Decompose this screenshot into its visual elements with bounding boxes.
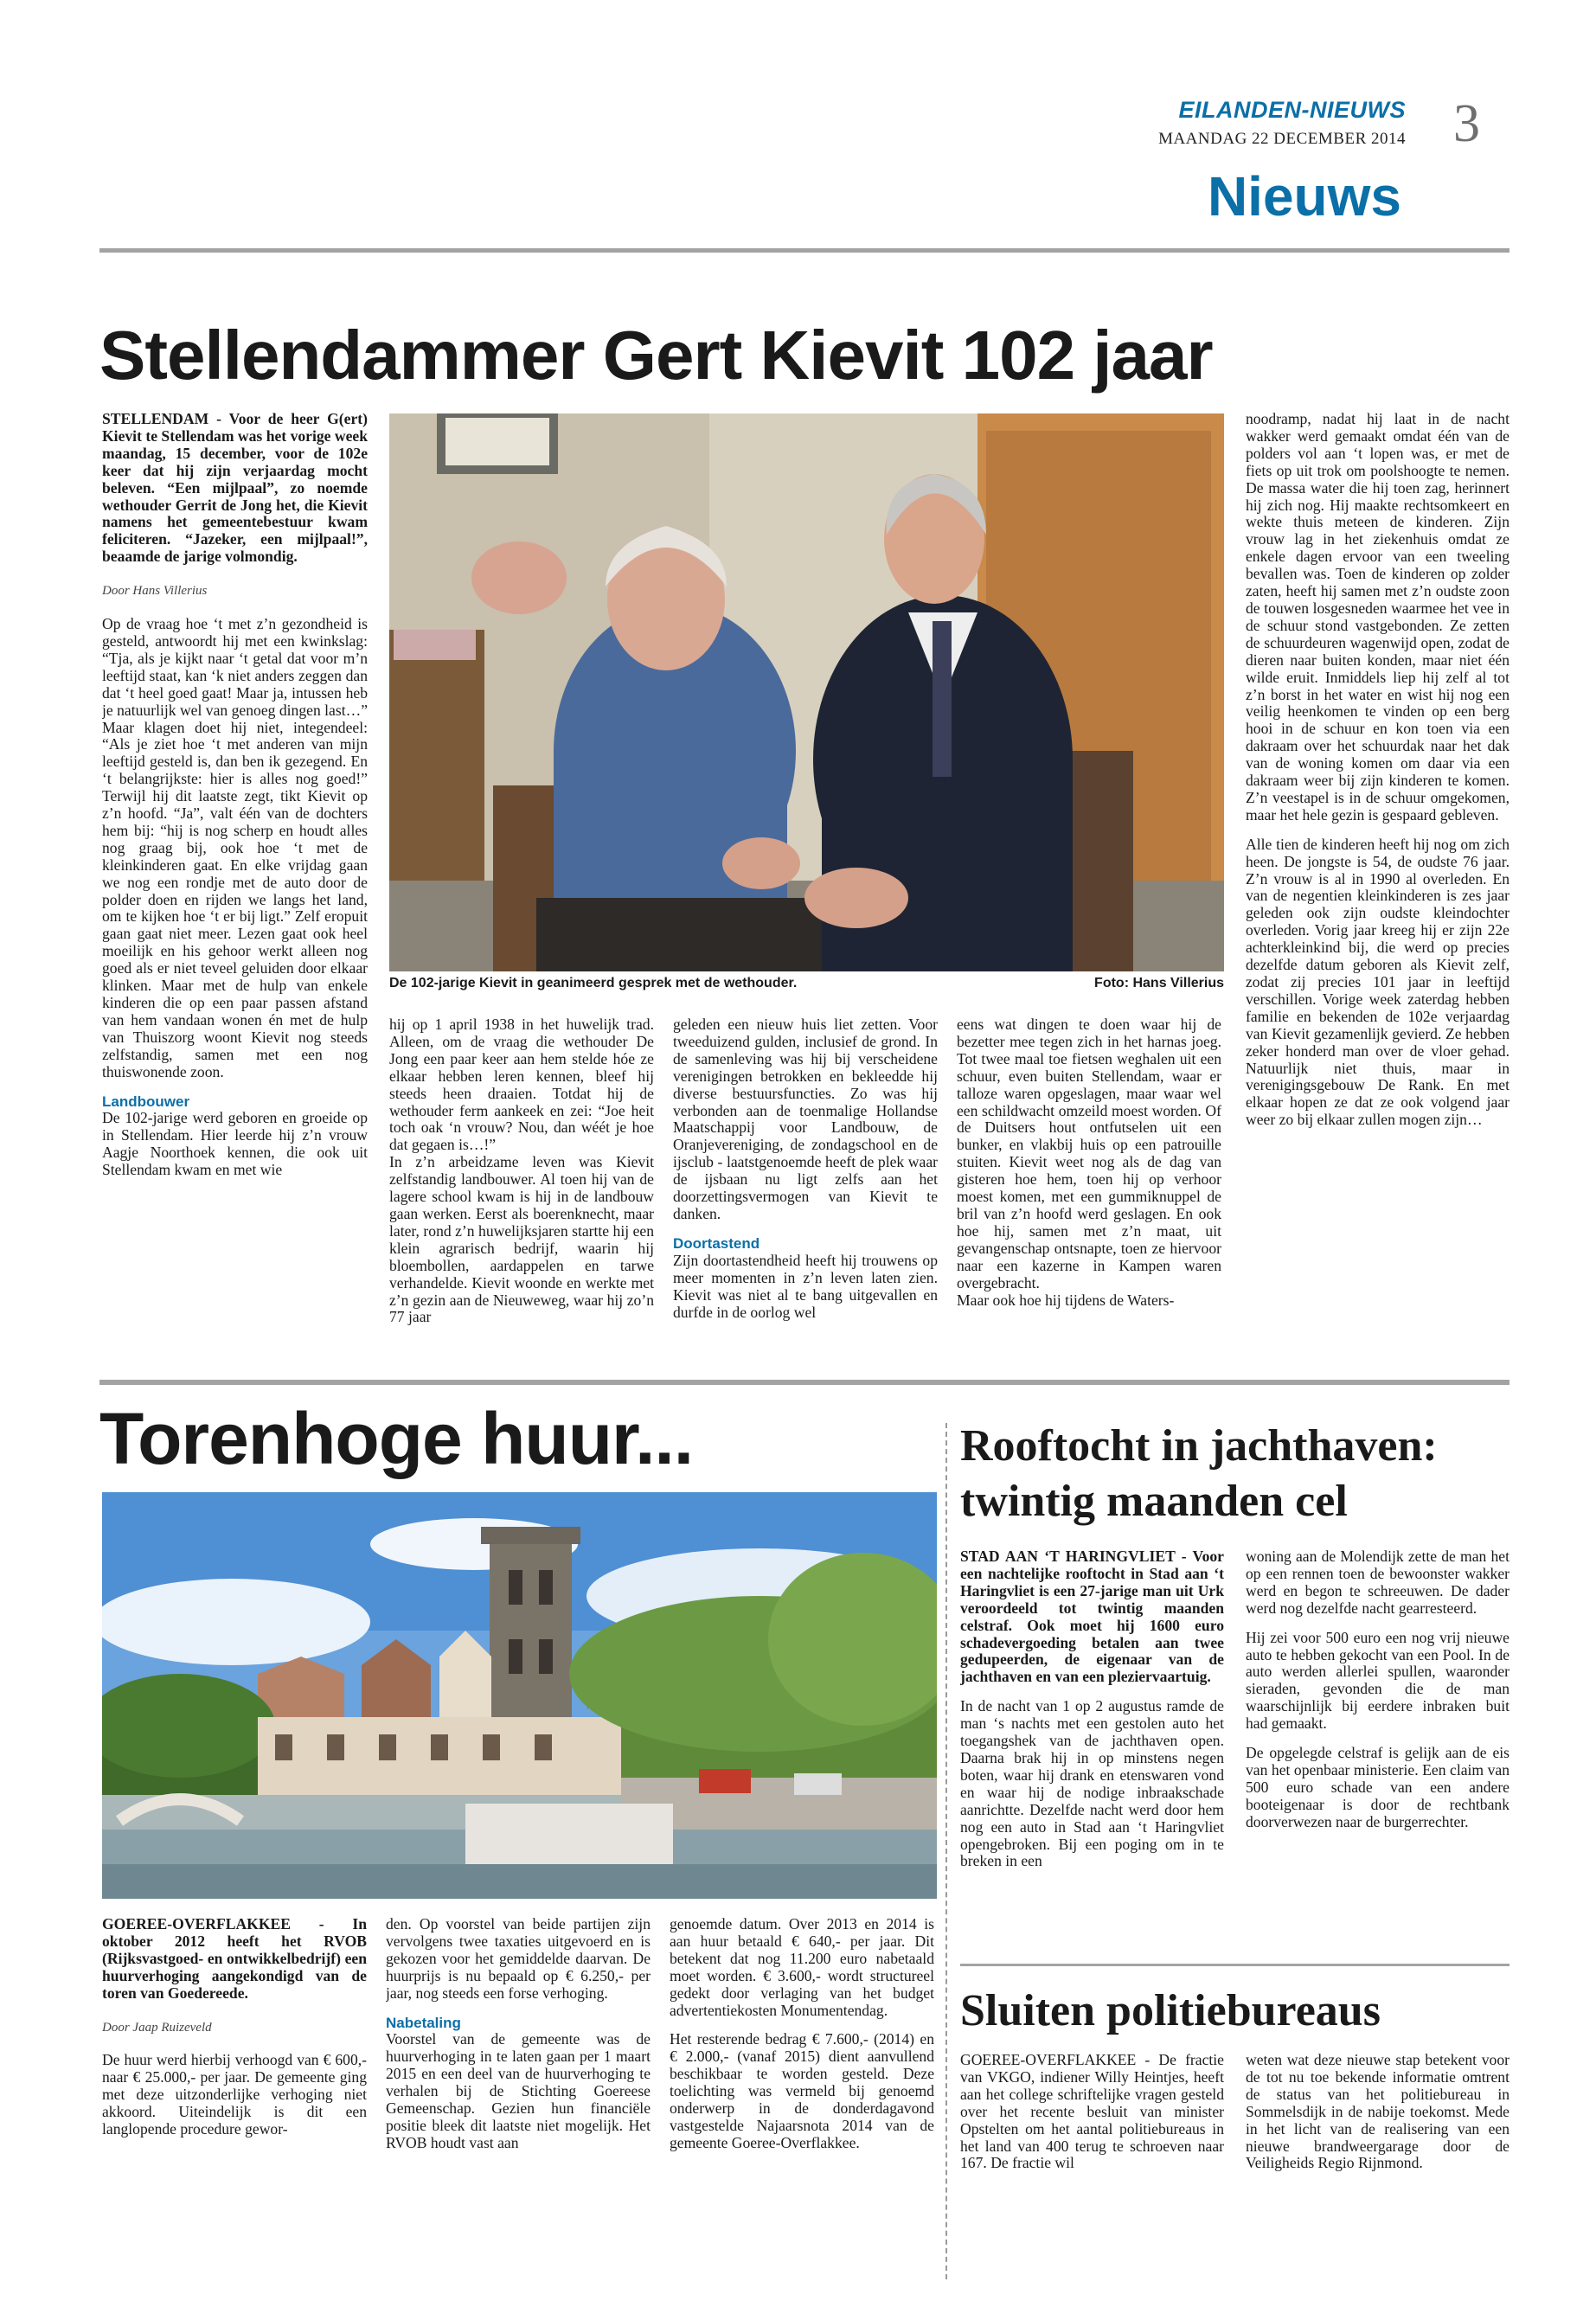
article1-body: De 102-jarige werd geboren en groeide op in Stellendam. Hier leerde hij z’n vrouw Aagje Noorthoek kennen, die ook uit Stellendam kwam en met wie (102, 1109, 368, 1179)
article2-body: De huur werd hierbij verhoogd van € 600,- naar € 25.000,- per jaar. De gemeente ging met deze uitzonderlijke verhoging niet akkoord. Uiteindelijk is dit een langlopende procedure gewor- (102, 2051, 367, 2138)
article4-headline: Sluiten politiebureaus (960, 1986, 1381, 2035)
article1-column-1 (102, 411, 368, 1371)
article1-photo (389, 413, 1224, 971)
article3-body: woning aan de Molendijk zette de man het op een rennen toen de bewoonster wakker werd en begon te schreeuwen. De dader werd nog dezelfde nacht gearresteerd. (1246, 1548, 1509, 1617)
article1-body: noodramp, nadat hij laat in de nacht wakker werd gemaakt omdat één van de polders vol aan ‘t lopen was, er met de fiets op uit trok om poolshoogte te nemen. De massa water die hij toen zag, herinnert hij zich nog. Hij maakte rechtsomkeert en wekte thuis meteen de kinderen. Zijn vrouw lag in het ziekenhuis omdat ze enkele dagen ervoor van een tweeling bevallen was. Toen de kinderen op zolder zaten, heeft hij samen met z’n oudste zoon de touwen losgesneden waarmee het vee in de schuur stond vastgebonden. Ze zetten de schuurdeuren wagenwijd open, zodat de dieren naar buiten konden, maar niet één wilde eruit. Inmiddels liep hij zelf al tot z’n borst in het water en wist hij nog een veilig heenkomen te vinden op een berg hooi in de schuur en kon toen via een dakraam over het schuurdak naar het dak van de woning komen om daar via een dakraam weer bij zijn kinderen te komen. Z’n veestapel is in de schuur omgekomen, maar het hele gezin is gespaard gebleven. (1246, 411, 1509, 824)
article1-column-5 (1246, 411, 1509, 1371)
article3-body: De opgelegde celstraf is gelijk aan de eis van het openbaar ministerie. Een claim van 500 euro schade van een andere booteigenaar is door de rechtbank doorverwezen naar de burgerrechter. (1246, 1744, 1509, 1830)
article1-subhead-doortastend: Doortastend (673, 1234, 760, 1252)
article1-body: Zijn doortastendheid heeft hij trouwens op meer momenten in z’n leven laten zien. Kievit was niet al te bang uitgevallen en durfde in de oorlog wel (673, 1251, 938, 1321)
article4-body: GOEREE-OVERFLAKKEE - De fractie van VKGO, indiener Willy Heintjes, heeft aan het college schriftelijke vragen gesteld over het recente besluit van minister Opstelten om het aantal politiebureaus in het land van 400 terug te schroeven naar 167. De fractie wil (960, 2052, 1224, 2172)
article3-column-2 (1246, 1548, 1509, 1955)
article1-body: Alle tien de kinderen heeft hij nog om zich heen. De jongste is 54, de oudste 76 jaar. Z’n vrouw is al in 1990 al overleden. En van de negentien kleinkinderen is zes jaar geleden ook zijn oudste kleindochter overleden. Vorig jaar kreeg hij er zijn 22e achterkleinkind bij, die werd op precies dezelfde datum geboren als Kievit zelf, zodat zij precies 101 jaar in leeftijd verschillen. Vorige week zaterdag hebben familie en bekenden de 102e verjaardag van Kievit gezamenlijk gevierd. Ze hebben zeker honderd man over de vloer gehad. Natuurlijk niet thuis, maar in verenigingsgebouw De Rank. En met elkaar hopen ze dat ze ook volgend jaar weer zo bij elkaar zullen mogen zijn… (1246, 835, 1509, 1129)
article1-photo-caption: De 102-jarige Kievit in geanimeerd gesprek met de wethouder. (389, 976, 798, 990)
article2-photo-goedereede-tower (102, 1492, 937, 1899)
article1-byline: Door Hans Villerius (102, 584, 208, 599)
article4-column-1 (960, 2052, 1224, 2277)
article1-body: Op de vraag hoe ‘t met z’n gezondheid is gesteld, antwoordt hij met een kwinkslag: “Tja, als je kijkt naar ‘t getal dat voor m’n leeftijd staat, kan ‘k niet anders zeggen dan dat ‘t heel goed gaat! Maar ja, intussen heb je natuurlijk wel van genoeg dingen last…” Maar klagen doet hij niet, integendeel: “Als je ziet hoe ‘t met anderen van mijn leeftijd gesteld is, dan ben ik gezegend. En ‘t belangrijkste: hier is alles nog goed!” Terwijl hij dit laatste zegt, tikt Kievit op z’n hoofd. “Ja”, valt één van de dochters hem bij: “hij is nog scherp en houdt alles nog graag bij, ook hoe ‘t met de kleinkinderen gaat. En elke vrijdag gaan we nog een rondje met de auto door de polder doen en rijden we langs het land, om te kijken hoe ‘t er bij ligt.” Zelf eropuit gaan gaat niet meer. Lezen gaat ook heel moeilijk en his gehoor werkt alleen nog goed als er niet teveel geluiden door elkaar klinken. Maar met de hulp van enkele kinderen die op een paar passen afstand van hem vandaan wonen én met de hulp van Thuiszorg woont Kievit nog steeds zelfstandig, samen met een nog thuiswonende zoon. (102, 615, 368, 1080)
article2-headline: Torenhoge huur... (99, 1398, 694, 1479)
mid-rule (99, 1380, 1509, 1385)
article2-body: den. Op voorstel van beide partijen zijn vervolgens twee taxaties uitgevoerd en is gekozen voor het gemiddelde daarvan. De huurprijs is nu bepaald op € 6.250,- per jaar, nog steeds een forse verhoging. (386, 1916, 651, 2002)
article2-body: Voorstel van de gemeente was de huurverhoging in te laten gaan per 1 maart 2015 en een deel van de huurverhoging te verhalen bij de Stichting Goereese Gemeenschap. Gezien hun financiële positie bleek dit laatste niet mogelijk. Het RVOB houdt vast aan (386, 2030, 651, 2151)
article1-body: eens wat dingen te doen waar hij de bezetter mee tegen zich in het harnas joeg. Tot twee maal toe fietsen weghalen uit een schuur, even buiten Stellendam, waar er talloze waren opgeslagen, maar waar wel een schildwacht omzeild moest worden. Of de Duitsers hout ontfutselen uit een bunker, en vlakbij huis op een patrouille stuiten. Kievit weet nog als de dag van gisteren hoe hem, toen hij op verhoor moest komen, met een gummiknuppel de bril van z’n hoofd werd geslagen. En ook hoe hij, samen met z’n maat, uit gevangenschap ontsnapte, toen ze hiervoor naar een kazerne in Kampen waren overgebracht. (957, 1016, 1221, 1292)
article4-body: weten wat deze nieuwe stap betekent voor de tot nu toe bekende informatie omtrent de status van het politiebureau in Sommelsdijk in de nabije toekomst. Mede in het licht van de realisering van een nieuwe brandweergarage door de Veiligheids Regio Rijnmond. (1246, 2052, 1509, 2172)
masthead-logo: EILANDEN-NIEUWS (1178, 97, 1406, 123)
section-title: Nieuws (1207, 165, 1401, 228)
article2-lead: GOEREE-OVERFLAKKEE - In oktober 2012 heeft het RVOB (Rijksvastgoed- en ontwikkelbedrijf) een huurverhoging aangekondigd van de toren van Goedereede. (102, 1916, 367, 2002)
article4-rule (960, 1964, 1509, 1966)
article3-lead: STAD AAN ‘T HARINGVLIET - Voor een nachtelijke rooftocht in Stad aan ‘t Haringvliet is een 27-jarige man uit Urk veroordeeld tot twintig maanden celstraf. Ook moet hij 1600 euro schadevergoeding betalen aan twee gedupeerden, de eigenaar van de jachthaven en van een pleziervaartuig. (960, 1548, 1224, 1686)
article3-column-1 (960, 1548, 1224, 1955)
article3-body: In de nacht van 1 op 2 augustus ramde de man ‘s nachts met een gestolen auto het toegangshek van de jachthaven open. Daarna brak hij in op minstens negen boten, waar hij drank en etenswaren vond en waar hij de nodige inbraakschade aanrichtte. Dezelfde nacht werd door hem nog een auto in Stad aan ‘t Haringvliet opengebroken. Bij een poging om in te breken in een (960, 1697, 1224, 1870)
article1-column-4 (957, 1016, 1221, 1371)
article4-column-2 (1246, 2052, 1509, 2277)
column-divider (945, 1423, 947, 2279)
article3-headline: Rooftocht in jachthaven: twintig maanden cel (960, 1421, 1438, 1526)
article2-column-1 (102, 1916, 367, 2279)
header-rule (99, 248, 1509, 253)
article1-headline: Stellendammer Gert Kievit 102 jaar (99, 317, 1213, 394)
article2-body: Het resterende bedrag € 7.600,- (2014) en € 2.000,- (vanaf 2015) dient aanvullend beschikbaar te worden gesteld. Deze toelichting was vermeld bij genoemd onderwerp in de donderdagavond vastgestelde Najaarsnota 2014 van de gemeente Goeree-Overflakkee. (670, 2030, 934, 2151)
article1-lead: STELLENDAM - Voor de heer G(ert) Kievit te Stellendam was het vorige week maandag, 15 december, voor de 102e keer dat hij zijn verjaardag mocht beleven. “Een mijlpaal”, zo noemde wethouder Gerrit de Jong het, die Kievit namens het gemeentebestuur kwam feliciteren. “Jazeker, een mijlpaal!”, beaamde de jarige volmondig. (102, 411, 368, 566)
article2-column-3 (670, 1916, 934, 2279)
article2-column-2 (386, 1916, 651, 2279)
article1-body: Maar ook hoe hij tijdens de Waters- (957, 1291, 1175, 1309)
article2-byline: Door Jaap Ruizeveld (102, 2020, 212, 2035)
article1-column-3 (673, 1016, 938, 1371)
article1-photo-credit: Foto: Hans Villerius (1094, 976, 1224, 990)
issue-date: MAANDAG 22 DECEMBER 2014 (1158, 130, 1406, 148)
article1-body: geleden een nieuw huis liet zetten. Voor tweeduizend gulden, inclusief de grond. In de samenleving was hij bij verscheidene verenigingen betrokken en bekleedde hij diverse bestuursfuncties. Zo was hij verbonden aan de toenmalige Hollandse Maatschappij voor Landbouw, de Oranjevereniging, de zondagschool en de ijsclub - laatstgenoemde heeft de plek waar de ijsbaan nu ligt zelfs aan het doorzettingsvermogen van Kievit te danken. (673, 1016, 938, 1222)
article1-body: In z’n arbeidzame leven was Kievit zelfstandig landbouwer. Al toen hij van de lagere school kwam is hij in de landbouw gaan werken. Eerst als boerenknecht, maar later, rond z’n huwelijksjaren startte hij een klein agrarisch bedrijf, waarin hij bloembollen, aardappelen en tarwe verhandelde. Kievit woonde en werkte met z’n gezin aan de Nieuweweg, waar hij zo’n 77 jaar (389, 1153, 654, 1326)
article1-column-2 (389, 1016, 654, 1371)
article1-body: hij op 1 april 1938 in het huwelijk trad. Alleen, om de vraag die wethouder De Jong een paar keer aan hem stelde hóe ze elkaar hebben leren kennen, bleef hij steeds heen draaien. Totdat hij de wethouder ferm aankeek en zei: “Joe heit toch oak ‘n vrouw? Nou, dan wéét je hoe dat gegaen is…!” (389, 1016, 654, 1154)
page-number: 3 (1453, 94, 1480, 153)
article1-subhead-landbouwer: Landbouwer (102, 1093, 190, 1110)
article2-body: genoemde datum. Over 2013 en 2014 is aan huur betaald € 640,- per jaar. Dit betekent dat nog 11.200 euro nabetaald moet worden. € 3.600,- wordt structureel gedekt door verlaging van het budget advertentiekosten Monumentendag. (670, 1916, 934, 2019)
article2-subhead-nabetaling: Nabetaling (386, 2014, 461, 2031)
article3-body: Hij zei voor 500 euro een nog vrij nieuwe auto te hebben gekocht van een Pool. In de auto werden allerlei spullen, waaronder sieraden, gevonden die de man waarschijnlijk bij eerdere inbraken buit had gemaakt. (1246, 1628, 1509, 1733)
